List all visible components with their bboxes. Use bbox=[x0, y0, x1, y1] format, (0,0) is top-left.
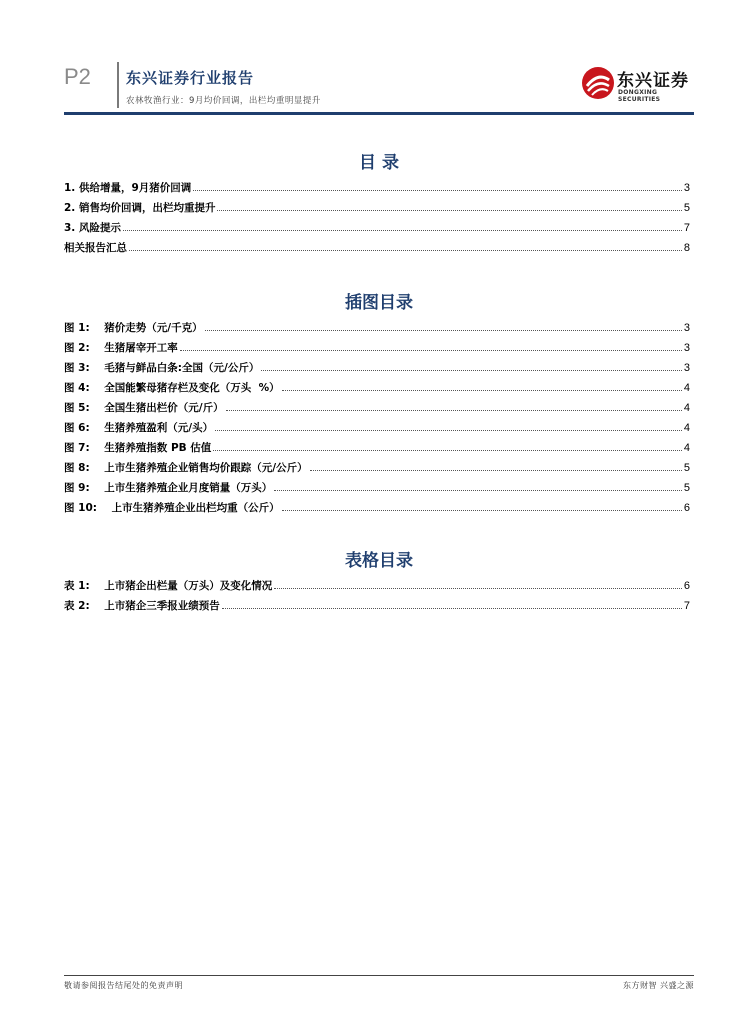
dot-leader bbox=[123, 222, 682, 231]
toc-entry[interactable] bbox=[64, 240, 690, 260]
page-number: P2 bbox=[64, 64, 91, 89]
figure-entry-label: 图 3: 毛猪与鲜品白条:全国（元/公斤） bbox=[64, 362, 260, 374]
figure-entry-page: 5 bbox=[683, 462, 690, 474]
footer-disclaimer: 敬请参阅报告结尾处的免责声明 bbox=[64, 981, 183, 990]
figure-entry-page: 3 bbox=[683, 342, 690, 354]
figure-entry[interactable] bbox=[64, 380, 690, 400]
figure-entry[interactable] bbox=[64, 400, 690, 420]
header-divider bbox=[117, 62, 119, 108]
toc-entry-page: 8 bbox=[683, 242, 690, 254]
dot-leader bbox=[226, 402, 682, 411]
toc-entry-label: 1. 供给增量，9月猪价回调 bbox=[64, 182, 192, 194]
figure-entry-label: 图 5: 全国生猪出栏价（元/斤） bbox=[64, 402, 224, 414]
toc-list bbox=[64, 180, 690, 260]
figure-entry[interactable] bbox=[64, 460, 690, 480]
figure-entry-label: 图 6: 生猪养殖盈利（元/头） bbox=[64, 422, 214, 434]
figure-entry-page: 4 bbox=[683, 382, 690, 394]
figure-entry[interactable] bbox=[64, 320, 690, 340]
toc-entry-label: 3. 风险提示 bbox=[64, 222, 121, 234]
dot-leader bbox=[261, 362, 682, 371]
logo-text: 东兴证券 bbox=[617, 71, 689, 91]
toc-entry[interactable] bbox=[64, 180, 690, 200]
table-entry-label: 表 1: 上市猪企出栏量（万头）及变化情况 bbox=[64, 580, 273, 592]
figure-entry[interactable] bbox=[64, 420, 690, 440]
toc-entry-label: 相关报告汇总 bbox=[64, 242, 127, 254]
table-entry[interactable] bbox=[64, 578, 690, 598]
page-header bbox=[0, 0, 755, 120]
figure-entry[interactable] bbox=[64, 480, 690, 500]
dot-leader bbox=[193, 182, 682, 191]
footer-slogan: 东方财智 兴盛之源 bbox=[622, 981, 694, 990]
figure-entry[interactable] bbox=[64, 500, 690, 520]
company-logo bbox=[581, 66, 691, 103]
dot-leader bbox=[129, 242, 682, 251]
figure-entry-page: 4 bbox=[683, 422, 690, 434]
figure-entry-page: 6 bbox=[683, 502, 690, 514]
figure-entry-page: 4 bbox=[683, 402, 690, 414]
figures-title: 插图目录 bbox=[345, 293, 413, 313]
dot-leader bbox=[180, 342, 682, 351]
dot-leader bbox=[205, 322, 682, 331]
table-entry-page: 6 bbox=[683, 580, 690, 592]
figure-entry-label: 图 10: 上市生猪养殖企业出栏均重（公斤） bbox=[64, 502, 280, 514]
toc-entry-page: 5 bbox=[683, 202, 690, 214]
figure-entry-label: 图 9: 上市生猪养殖企业月度销量（万头） bbox=[64, 482, 273, 494]
toc-entry[interactable] bbox=[64, 200, 690, 220]
report-subtitle: 农林牧渔行业：9月均价回调，出栏均重明显提升 bbox=[126, 96, 321, 106]
dot-leader bbox=[274, 482, 682, 491]
toc-entry[interactable] bbox=[64, 220, 690, 240]
toc-entry-label: 2. 销售均价回调，出栏均重提升 bbox=[64, 202, 216, 214]
report-title: 东兴证券行业报告 bbox=[126, 69, 255, 87]
figure-entry[interactable] bbox=[64, 340, 690, 360]
logo-emblem-icon bbox=[581, 66, 615, 100]
dot-leader bbox=[217, 202, 681, 211]
figure-entry-label: 图 1: 猪价走势（元/千克） bbox=[64, 322, 203, 334]
toc-title: 目 录 bbox=[359, 153, 399, 173]
figure-entry-label: 图 7: 生猪养殖指数 PB 估值 bbox=[64, 442, 212, 454]
dot-leader bbox=[310, 462, 682, 471]
header-rule bbox=[64, 112, 694, 115]
table-entry-label: 表 2: 上市猪企三季报业绩预告 bbox=[64, 600, 220, 612]
dot-leader bbox=[282, 382, 682, 391]
dot-leader bbox=[282, 502, 682, 511]
tables-title: 表格目录 bbox=[345, 551, 413, 571]
table-entry[interactable] bbox=[64, 598, 690, 618]
toc-entry-page: 3 bbox=[683, 182, 690, 194]
figure-entry-label: 图 8: 上市生猪养殖企业销售均价跟踪（元/公斤） bbox=[64, 462, 308, 474]
toc-entry-page: 7 bbox=[683, 222, 690, 234]
dot-leader bbox=[274, 580, 682, 589]
figure-entry-page: 3 bbox=[683, 362, 690, 374]
dot-leader bbox=[222, 600, 682, 609]
figure-entry-label: 图 4: 全国能繁母猪存栏及变化（万头 %） bbox=[64, 382, 280, 394]
figure-entry-page: 3 bbox=[683, 322, 690, 334]
table-entry-page: 7 bbox=[683, 600, 690, 612]
logo-english: DONGXING SECURITIES bbox=[618, 89, 661, 103]
figure-entry[interactable] bbox=[64, 440, 690, 460]
figure-entry[interactable] bbox=[64, 360, 690, 380]
figures-list bbox=[64, 320, 690, 520]
figure-entry-page: 5 bbox=[683, 482, 690, 494]
footer-rule bbox=[64, 975, 694, 976]
dot-leader bbox=[215, 422, 682, 431]
figure-entry-page: 4 bbox=[683, 442, 690, 454]
dot-leader bbox=[213, 442, 682, 451]
figure-entry-label: 图 2: 生猪屠宰开工率 bbox=[64, 342, 178, 354]
tables-list bbox=[64, 578, 690, 618]
